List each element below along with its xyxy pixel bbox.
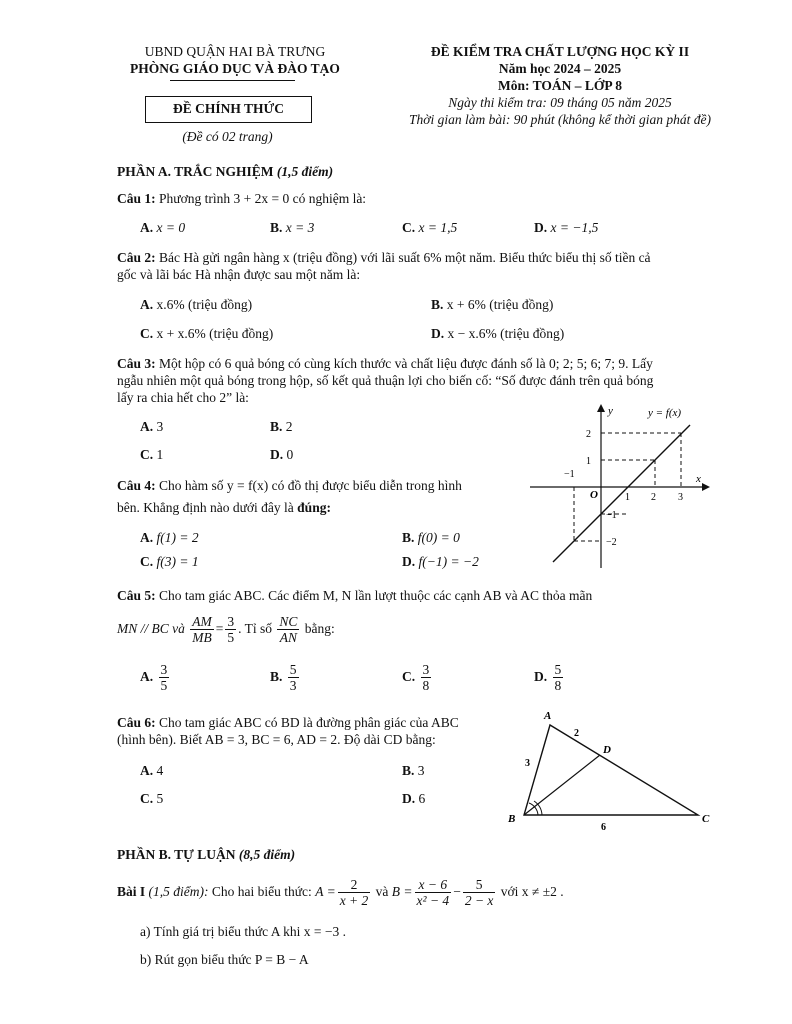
header-left [100, 43, 370, 77]
q2-option-a[interactable]: A. x.6% (triệu đồng) [140, 297, 253, 312]
x-tick-minus1: −1 [564, 469, 575, 480]
q3-option-a[interactable]: A. 3 [140, 419, 164, 434]
official-badge: ĐỀ CHÍNH THỨC [145, 96, 312, 123]
header-underline [170, 80, 295, 81]
question-2: Câu 2: Bác Hà gửi ngân hàng x (triệu đồng) với lãi suất 6% một năm. Biểu thức biểu thị số tiền cả [117, 250, 651, 265]
length-bc: 6 [601, 822, 606, 833]
q2-option-b[interactable]: B. x + 6% (triệu đồng) [431, 297, 554, 312]
question-1: Câu 1: Phương trình 3 + 2x = 0 có nghiệm là: [117, 191, 367, 206]
q1-option-a[interactable]: A. x = 0 [140, 220, 186, 235]
q5-option-c[interactable]: C. $\frac{3}{8}$ [402, 662, 430, 694]
x-tick-1: 1 [625, 492, 630, 503]
school-year: Năm học 2024 – 2025 [498, 61, 622, 76]
x-tick-2: 2 [651, 492, 656, 503]
part-a-title: PHẦN A. TRẮC NGHIỆM (1,5 điểm) [117, 164, 334, 179]
exercise-1: Bài I (1,5 điểm): Cho hai biểu thức: A = $\frac{2}{x + 2}$ và B = $\frac{x - 6}{\text{x² − 4}}$ − $\frac{5}{2 - x}$ với x ≠ ±2 . [117, 877, 564, 909]
question-3: Câu 3: Một hộp có 6 quả bóng có cùng kích thước và chất liệu được đánh số là 0; 2; 5; 6; 7; 9. Lấy [117, 356, 653, 371]
x-axis-label: x [696, 473, 701, 485]
q3-option-d[interactable]: D. 0 [270, 447, 294, 462]
q5-option-b[interactable]: B. $\frac{5}{3}$ [270, 662, 297, 694]
q3-option-b[interactable]: B. 2 [270, 419, 293, 434]
vertex-b: B [508, 813, 516, 825]
y-axis-label: y [608, 405, 613, 417]
nc-an-fraction: $\frac{NC}{AN}$ [279, 614, 298, 646]
exercise-1-part-a: a) Tính giá trị biểu thức A khi x = −3 . [140, 924, 347, 939]
length-ab: 3 [525, 758, 530, 769]
function-line [553, 425, 690, 562]
q5-option-d[interactable]: D. $\frac{5}{8}$ [534, 662, 562, 694]
q6-option-a[interactable]: A. 4 [140, 763, 164, 778]
exercise-1-part-b: b) Rút gọn biểu thức P = B − A [140, 952, 309, 967]
a-fraction: $\frac{2}{x + 2}$ [339, 877, 369, 909]
x-tick-3: 3 [678, 492, 683, 503]
q1-option-c[interactable]: C. x = 1,5 [402, 220, 458, 235]
question-5: Câu 5: Cho tam giác ABC. Các điểm M, N lần lượt thuộc các cạnh AB và AC thỏa mãn [117, 588, 593, 603]
q3-option-c[interactable]: C. 1 [140, 447, 164, 462]
y-tick-minus2: −2 [606, 537, 617, 548]
b-fraction-1: $\frac{x - 6}{\text{x² − 4}}$ [416, 877, 450, 909]
triangle-abc [524, 725, 698, 815]
question-4: Câu 4: Cho hàm số y = f(x) có đồ thị được biểu diễn trong hình [117, 478, 462, 493]
part-b-title: PHẦN B. TỰ LUẬN (8,5 điểm) [117, 847, 296, 862]
exam-duration: Thời gian làm bài: 90 phút (không kể thời gian phát đề) [408, 112, 711, 127]
q5-option-a[interactable]: A. $\frac{3}{5}$ [140, 662, 168, 694]
q6-option-b[interactable]: B. 3 [402, 763, 425, 778]
triangle-figure [496, 705, 726, 835]
y-axis-arrow-icon [597, 404, 605, 412]
q6-option-d[interactable]: D. 6 [402, 791, 426, 806]
question-6: Câu 6: Cho tam giác ABC có BD là đường phân giác của ABC [117, 715, 459, 730]
y-tick-2: 2 [586, 429, 591, 440]
y-tick-minus1: −1 [606, 510, 617, 521]
header-right [390, 43, 730, 128]
question-3-line2: ngẫu nhiên một quả bóng trong hộp, số kết quả thuận lợi cho biến cố: “Số được đánh trên quả bóng [117, 373, 654, 388]
y-tick-1: 1 [586, 456, 591, 467]
q1-option-b[interactable]: B. x = 3 [270, 220, 315, 235]
exam-date: Ngày thi kiểm tra: 09 tháng 05 năm 2025 [448, 95, 672, 110]
question-2-line2: gốc và lãi bác Hà nhận được sau một năm là: [117, 267, 361, 282]
q2-option-d[interactable]: D. x − x.6% (triệu đồng) [431, 326, 565, 341]
q4-option-c[interactable]: C. f(3) = 1 [140, 554, 199, 569]
q2-option-c[interactable]: C. x + x.6% (triệu đồng) [140, 326, 274, 341]
x-axis-arrow-icon [702, 483, 710, 491]
subject: Môn: TOÁN – LỚP 8 [497, 78, 623, 93]
question-6-line2: (hình bên). Biết AB = 3, BC = 6, AD = 2. Độ dài CD bằng: [117, 732, 436, 747]
q4-option-d[interactable]: D. f(−1) = −2 [402, 554, 479, 569]
q1-option-d[interactable]: D. x = −1,5 [534, 220, 599, 235]
vertex-d: D [603, 744, 611, 756]
vertex-c: C [702, 813, 710, 825]
three-fifths-fraction: $\frac{3}{5}$ [227, 614, 235, 646]
q4-option-b[interactable]: B. f(0) = 0 [402, 530, 460, 545]
am-mb-fraction: $\frac{AM}{MB}$ [192, 614, 212, 646]
q6-option-c[interactable]: C. 5 [140, 791, 164, 806]
function-label: y = f(x) [648, 407, 682, 419]
district-name: UBND QUẬN HAI BÀ TRƯNG [144, 44, 326, 59]
vertex-a: A [544, 710, 552, 722]
department-name: PHÒNG GIÁO DỤC VÀ ĐÀO TẠO [130, 61, 340, 76]
b-fraction-2: $\frac{5}{2 - x}$ [464, 877, 494, 909]
function-graph [528, 400, 718, 570]
origin-label: O [590, 489, 598, 501]
exam-title: ĐỀ KIỂM TRA CHẤT LƯỢNG HỌC KỲ II [430, 44, 690, 59]
length-ad: 2 [574, 728, 579, 739]
q4-option-a[interactable]: A. f(1) = 2 [140, 530, 199, 545]
question-3-line3: lấy ra chia hết cho 2” là: [117, 390, 249, 405]
question-5-line2: MN // BC và $\frac{AM}{MB}$ = $\frac{3}{5}$ . Tỉ số $\frac{NC}{AN}$ bằng: [117, 614, 335, 646]
question-4-line2: bên. Khẳng định nào dưới đây là đúng: [117, 500, 331, 515]
bisector-bd [524, 755, 600, 815]
pages-note: (Đề có 02 trang) [182, 129, 273, 144]
